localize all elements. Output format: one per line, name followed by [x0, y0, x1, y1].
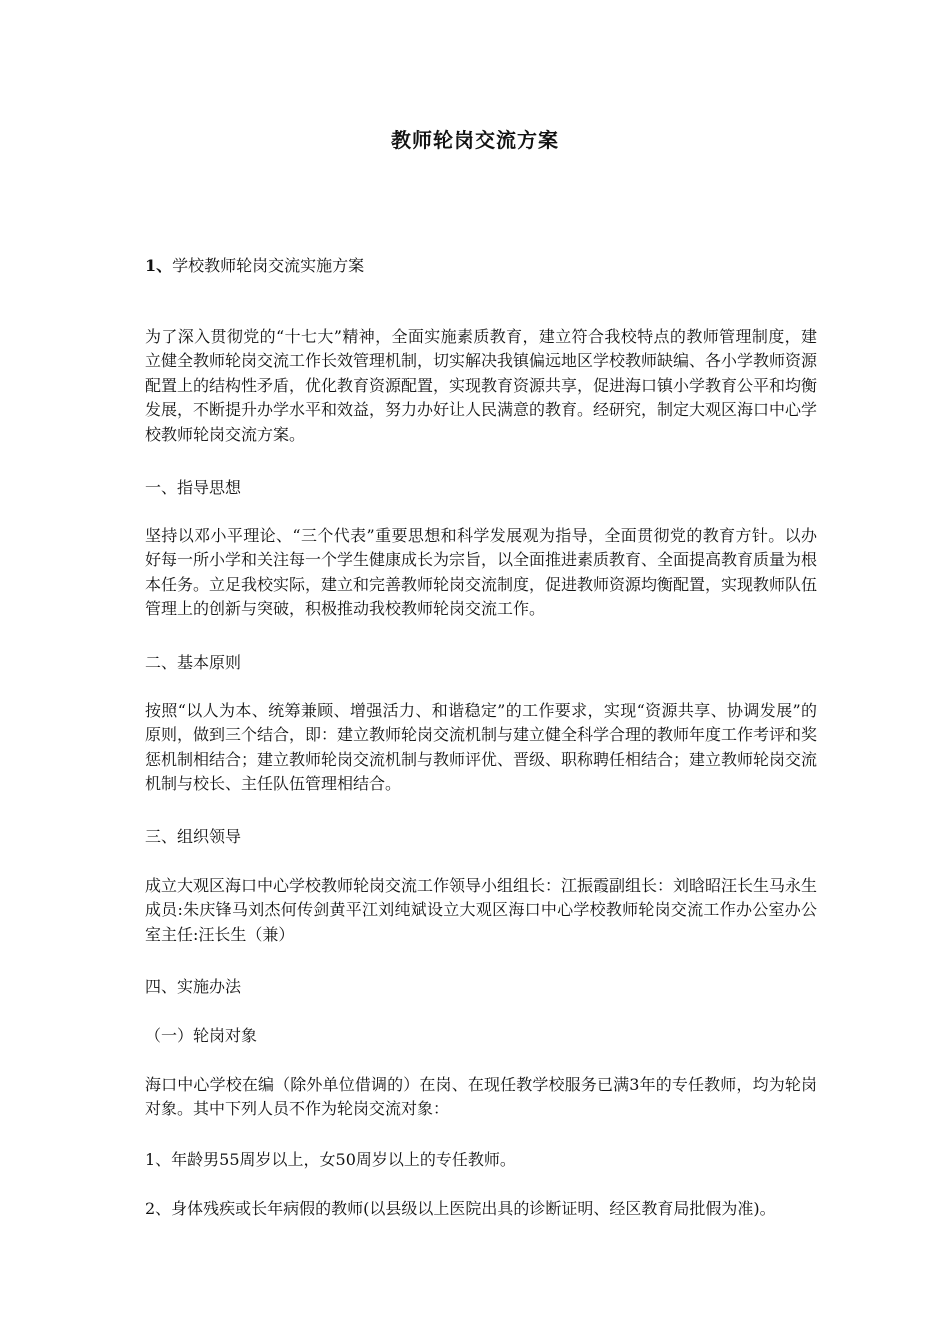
document-title: 教师轮岗交流方案	[391, 128, 559, 152]
subheading-number: 1、	[145, 256, 173, 275]
list-item-age-exemption: 1、年龄男55周岁以上，女50周岁以上的专任教师。	[145, 1150, 516, 1169]
subsection-body-rotation-targets: 海口中心学校在编（除外单位借调的）在岗、在现任教学校服务已满3年的专任教师，均为轮岗对象。其中下列人员不作为轮岗交流对象：	[145, 1075, 817, 1119]
subheading	[145, 254, 817, 278]
section-heading-organization: 三、组织领导	[145, 827, 242, 846]
subheading-text: 学校教师轮岗交流实施方案	[172, 256, 365, 275]
section-heading-basic-principles: 二、基本原则	[145, 653, 242, 672]
subsection-heading-rotation-targets: （一）轮岗对象	[145, 1026, 258, 1045]
section-body-basic-principles: 按照“以人为本、统筹兼顾、增强活力、和谐稳定”的工作要求，实现“资源共享、协调发展”的原则，做到三个结合，即：建立教师轮岗交流机制与建立健全科学合理的教师年度工作考评和奖惩机制相结合；建立教师轮岗交流机制与教师评优、晋级、职称聘任相结合；建立教师轮岗交流机制与校长、主任队伍管理相结合。	[145, 701, 818, 794]
list-item-illness-exemption: 2、身体残疾或长年病假的教师(以县级以上医院出具的诊断证明、经区教育局批假为准)。	[145, 1199, 776, 1218]
section-body-organization: 成立大观区海口中心学校教师轮岗交流工作领导小组组长：江振霞副组长：刘晗昭汪长生马永生成员:朱庆锋马刘杰何传剑黄平江刘纯斌设立大观区海口中心学校教师轮岗交流工作办公室办公室主任:汪长生（兼）	[145, 876, 818, 944]
section-body-guiding-thought: 坚持以邓小平理论、“三个代表”重要思想和科学发展观为指导，全面贯彻党的教育方针。以办好每一所小学和关注每一个学生健康成长为宗旨，以全面推进素质教育、全面提高教育质量为根本任务。立足我校实际，建立和完善教师轮岗交流制度，促进教师资源均衡配置，实现教师队伍管理上的创新与突破，积极推动我校教师轮岗交流工作。	[145, 526, 818, 619]
section-heading-guiding-thought: 一、指导思想	[145, 478, 242, 497]
section-heading-implementation: 四、实施办法	[145, 977, 242, 996]
intro-paragraph: 为了深入贯彻党的“十七大”精神，全面实施素质教育，建立符合我校特点的教师管理制度，建立健全教师轮岗交流工作长效管理机制，切实解决我镇偏远地区学校教师缺编、各小学教师资源配置上的结构性矛盾，优化教育资源配置，实现教育资源共享，促进海口镇小学教育公平和均衡发展，不断提升办学水平和效益，努力办好让人民满意的教育。经研究，制定大观区海口中心学校教师轮岗交流方案。	[145, 327, 818, 444]
